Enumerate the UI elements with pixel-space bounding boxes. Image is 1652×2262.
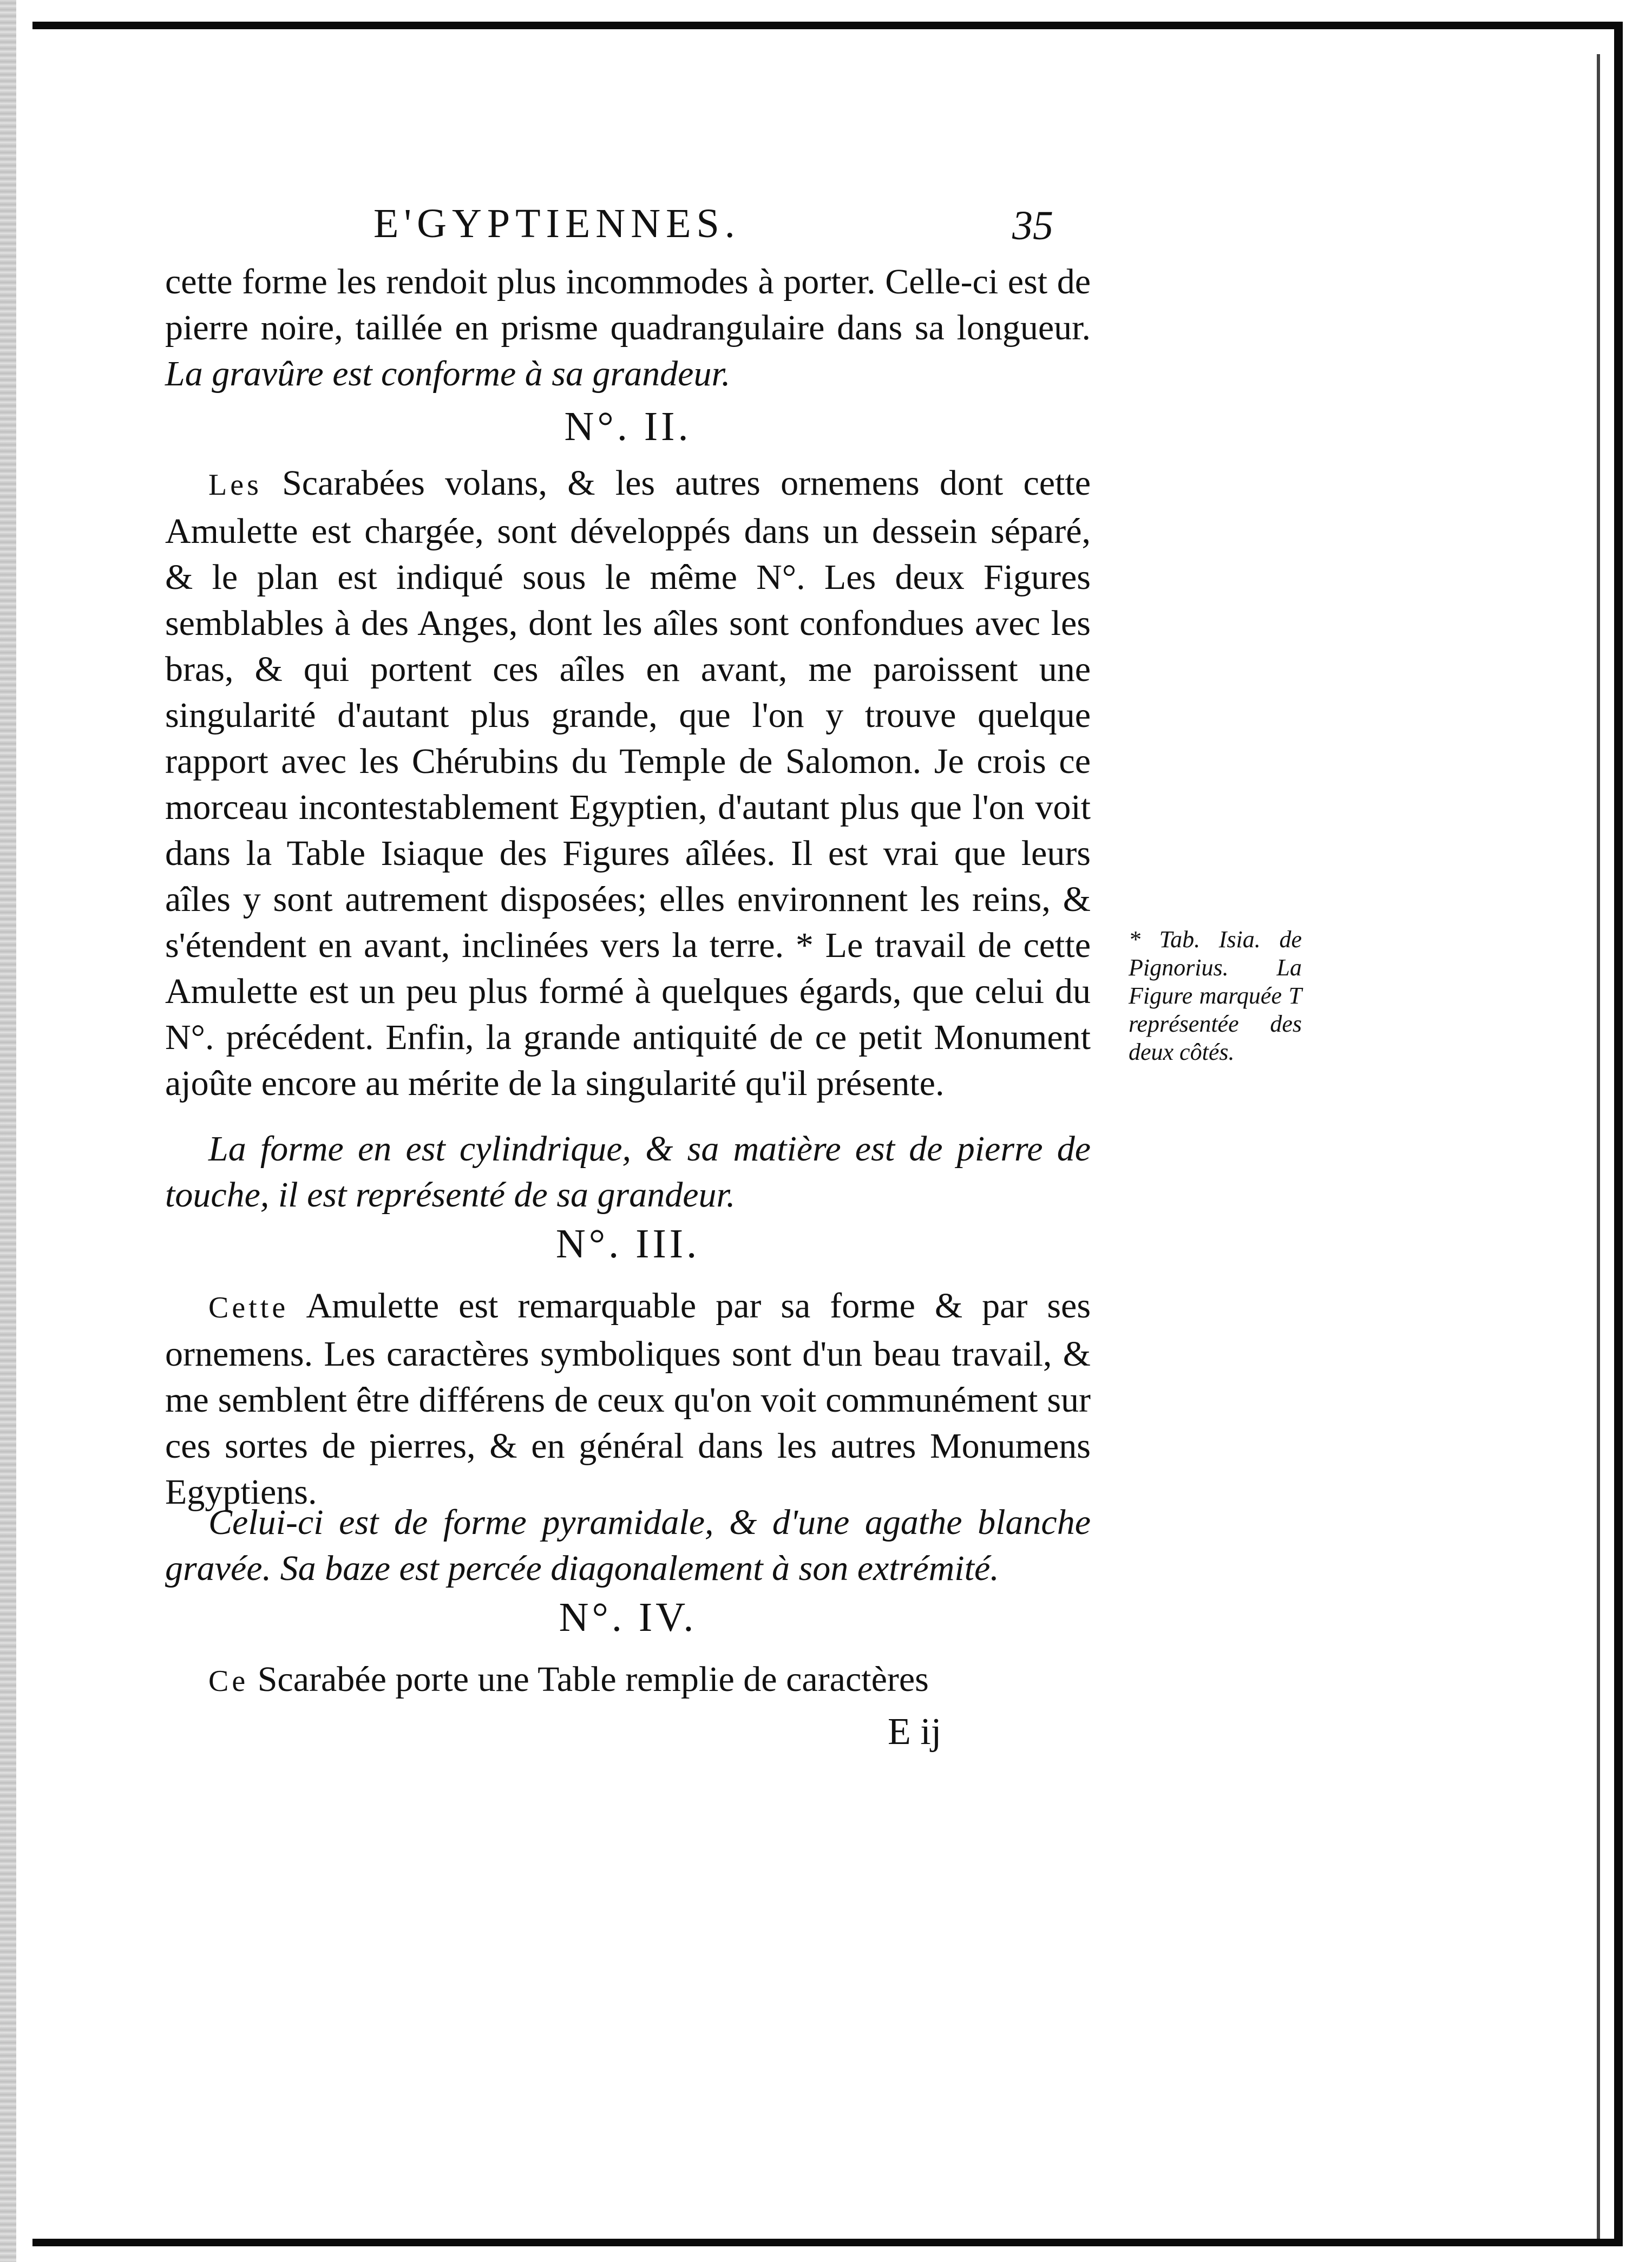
paragraph-4: [165, 1656, 1091, 1704]
paragraph-3: [165, 1283, 1091, 1515]
page-border-right: [1614, 22, 1623, 2246]
page-border-right-inner: [1597, 54, 1600, 2241]
page-header: [162, 200, 1093, 260]
section-heading-4: N°. IV.: [559, 1595, 697, 1640]
paragraph-4-lead: Ce: [208, 1664, 249, 1698]
paragraph-1: [165, 259, 1091, 397]
signature-mark: E ij: [888, 1711, 942, 1753]
page-border-bottom: [32, 2239, 1623, 2246]
marginal-note: * Tab. Isia. de Pignorius. La Figure marquée T représentée des deux côtés.: [1129, 926, 1302, 1065]
running-head: E'GYPTIENNES.: [373, 201, 740, 246]
paragraph-2-lead: Les: [208, 468, 262, 502]
page-border-top: [32, 22, 1621, 29]
paragraph-2-text: Scarabées volans, & les autres ornemens dont cette Amulette est chargée, sont développés dans un dessein séparé, & le plan est indiqué sous le même N°. Les deux Figures semblables à des Anges, dont les aîles sont confondues avec les bras, & qui portent ces aîles en avant, me paroissent une singularité d'autant plus grande, que l'on y trouve quelque rapport avec les Chérubins du Temple de Salomon. Je crois ce morceau incontestablement Egyptien, d'autant plus que l'on voit dans la Table Isiaque des Figures aîlées. Il est vrai que leurs aîles y sont autrement disposées; elles environnent les reins, & s'étendent en avant, inclinées vers la terre. * Le travail de cette Amulette est un peu plus formé à quelques égards, que celui du N°. précédent. Enfin, la grande antiquité de ce petit Monument ajoûte encore au mérite de la singularité qu'il présente.: [165, 463, 1091, 1103]
scan-edge-strip: [0, 0, 16, 2262]
paragraph-3-lead: Cette: [208, 1291, 289, 1325]
paragraph-3-text: Amulette est remarquable par sa forme & par ses ornemens. Les caractères symboliques sont d'un beau travail, & me semblent être différens de ceux qu'on voit communément sur ces sortes de pierres, & en général dans les autres Monumens Egyptiens.: [165, 1286, 1091, 1512]
section-heading-2: N°. II.: [564, 404, 692, 449]
paragraph-2: [165, 460, 1091, 1106]
paragraph-1-italic: La gravûre est conforme à sa grandeur.: [165, 354, 731, 394]
paragraph-2-italic: La forme en est cylindrique, & sa matière est de pierre de touche, il est représenté de sa grandeur.: [165, 1129, 1091, 1215]
paragraph-3-italic: Celui-ci est de forme pyramidale, & d'une agathe blanche gravée. Sa baze est percée diagonalement à son extrémité.: [165, 1503, 1091, 1588]
section-heading-3: N°. III.: [555, 1221, 700, 1267]
paragraph-4-text: Scarabée porte une Table remplie de caractères: [257, 1660, 929, 1699]
paragraph-1-text: cette forme les rendoit plus incommodes à porter. Celle-ci est de pierre noire, taillée en prisme quadrangulaire dans sa longueur.: [165, 262, 1091, 348]
page-number: 35: [1012, 203, 1053, 248]
